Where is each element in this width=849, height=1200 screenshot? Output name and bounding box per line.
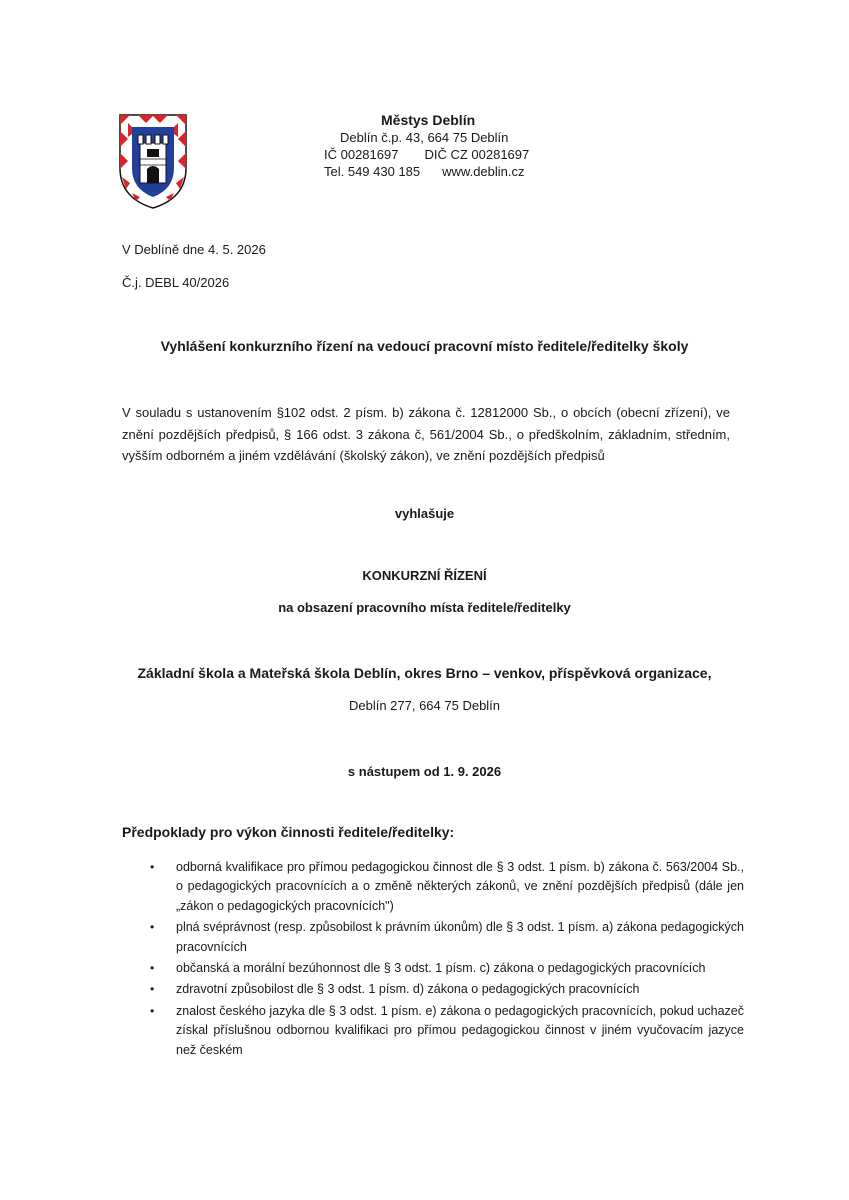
list-item-text: zdravotní způsobilost dle § 3 odst. 1 písm. d) zákona o pedagogických pracovnících xyxy=(176,982,640,997)
website-link: www.deblin.cz xyxy=(442,164,525,179)
school-address: Deblín 277, 664 75 Deblín xyxy=(348,698,501,713)
phone-number: Tel. 549 430 185 xyxy=(324,164,421,179)
school-name: Základní škola a Mateřská škola Deblín, okres Brno – venkov, příspěvková organizace, xyxy=(137,665,712,681)
dic-number: DIČ CZ 00281697 xyxy=(424,147,530,162)
competition-heading: KONKURZNÍ ŘÍZENÍ xyxy=(362,568,487,583)
declares-heading: vyhlašuje xyxy=(394,506,455,521)
bullet-icon: • xyxy=(150,920,155,935)
list-item xyxy=(150,980,744,999)
date-line: V Deblíně dne 4. 5. 2026 xyxy=(122,242,266,257)
contact-line xyxy=(324,163,529,180)
list-item-text: plná svéprávnost (resp. způsobilost k právním úkonům) dle § 3 odst. 1 písm. a) zákona pedagogických pracovnících xyxy=(176,920,744,954)
list-item xyxy=(150,1002,744,1060)
reference-number: Č.j. DEBL 40/2026 xyxy=(122,275,230,290)
list-item xyxy=(150,858,744,916)
position-heading: na obsazení pracovního místa ředitele/ředitelky xyxy=(278,600,571,615)
bullet-icon: • xyxy=(150,1003,155,1018)
registration-ids xyxy=(324,146,529,163)
prerequisites-title: Předpoklady pro výkon činnosti ředitele/ředitelky: xyxy=(122,824,455,840)
document-title: Vyhlášení konkurzního řízení na vedoucí pracovní místo ředitele/ředitelky školy xyxy=(160,338,689,354)
municipality-name: Městys Deblín xyxy=(381,112,476,128)
list-item-text: občanská a morální bezúhonnost dle § 3 odst. 1 písm. c) zákona o pedagogických pracovnících xyxy=(176,961,706,976)
list-item-text: odborná kvalifikace pro přímou pedagogickou činnost dle § 3 odst. 1 písm. b) zákona č. 563/2004 Sb., o pedagogických pracovnících a o změně některých zákonů, ve znění pozdějších předpisů (dále jen „zákon o pedagogických pracovnících") xyxy=(176,860,744,913)
start-date: s nástupem od 1. 9. 2026 xyxy=(347,764,502,779)
list-item xyxy=(150,959,744,978)
municipality-address: Deblín č.p. 43, 664 75 Deblín xyxy=(340,130,509,145)
prerequisites-list xyxy=(150,858,744,1062)
letterhead xyxy=(324,112,529,180)
legal-basis-paragraph: V souladu s ustanovením §102 odst. 2 písm. b) zákona č. 12812000 Sb., o obcích (obecní zřízení), ve znění pozdějších předpisů, § 166 odst. 3 zákona č, 561/2004 Sb., o předškolním, základním, středním, vyšším odborném a jiném vzdělávání (školský zákon), ve znění pozdějších předpisů xyxy=(122,405,730,463)
ic-number: IČ 00281697 xyxy=(324,147,399,162)
bullet-icon: • xyxy=(150,982,155,997)
list-item xyxy=(150,918,744,957)
coat-of-arms-tower-icon xyxy=(118,113,188,210)
bullet-icon: • xyxy=(150,961,155,976)
bullet-icon: • xyxy=(150,860,155,874)
list-item-text: znalost českého jazyka dle § 3 odst. 1 písm. e) zákona o pedagogických pracovnících, pokud uchazeč získal příslušnou odbornou kvalifikaci pro přímou pedagogickou činnost v jiném vyučovacím jazyce než českém xyxy=(176,1003,744,1057)
